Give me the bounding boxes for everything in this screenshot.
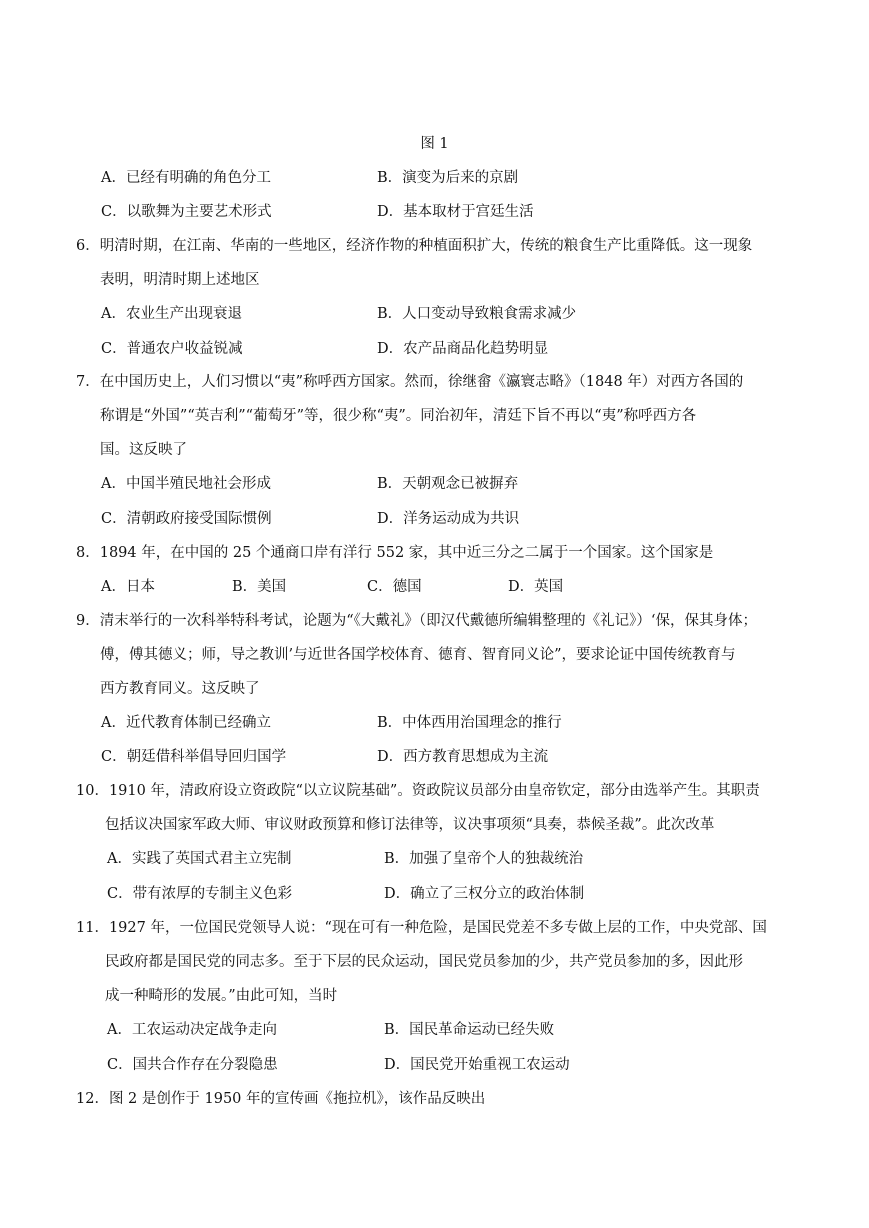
q6-stem-line: 6．明清时期，在江南、华南的一些地区，经济作物的种植面积扩大，传统的粮食生产比重降低。这一现象: [76, 238, 753, 254]
q7-stem-line: 称谓是“外国”“英吉利”“葡萄牙”等，很少称“夷”。同治初年，清廷下旨不再以“夷”称呼西方各: [100, 408, 697, 424]
q10-option-d: D．确立了三权分立的政治体制: [384, 886, 585, 902]
q11-stem-line: 成一种畸形的发展。”由此可知，当时: [105, 988, 338, 1004]
q11-option-a: A．工农运动决定战争走向: [107, 1022, 277, 1038]
q7-option-c: C．清朝政府接受国际惯例: [101, 511, 272, 527]
q9-option-c: C．朝廷借科举倡导回归国学: [101, 749, 287, 765]
q9-option-a: A．近代教育体制已经确立: [101, 715, 271, 731]
q7-option-b: B．天朝观念已被摒弃: [377, 476, 519, 492]
q11-stem-line: 11．1927 年，一位国民党领导人说：“现在可有一种危险，是国民党差不多专做上层的工作，中央党部、国: [76, 920, 767, 936]
q8-stem-line: 8．1894 年，在中国的 25 个通商口岸有洋行 552 家，其中近三分之二属于一个国家。这个国家是: [76, 545, 714, 561]
q9-option-b: B．中体西用治国理念的推行: [377, 715, 562, 731]
q6-option-c: C．普通农户收益锐减: [101, 341, 243, 357]
q12-stem-line: 12．图 2 是创作于 1950 年的宣传画《拖拉机》，该作品反映出: [76, 1091, 486, 1107]
q7-stem-line: 7．在中国历史上，人们习惯以“夷”称呼西方国家。然而，徐继畲《瀛寰志略》（1848 年）对西方各国的: [76, 374, 744, 390]
q7-option-d: D．洋务运动成为共识: [377, 511, 520, 527]
q9-stem-line: 9．清末举行的一次科举特科考试，论题为“《大戴礼》（即汉代戴德所编辑整理的《礼记》）‘保，保其身体；: [76, 613, 757, 629]
q7-stem-line: 国。这反映了: [100, 442, 187, 458]
q11-option-c: C．国共合作存在分裂隐患: [107, 1057, 278, 1073]
q5-option-d: D．基本取材于宫廷生活: [377, 204, 534, 220]
q10-stem-line: 包括议决国家军政大师、审议财政预算和修订法律等，议决事项须“具奏，恭候圣裁”。此次改革: [105, 817, 715, 833]
q10-option-b: B．加强了皇帝个人的独裁统治: [384, 851, 584, 867]
q7-option-a: A．中国半殖民地社会形成: [101, 476, 271, 492]
q8-option-c: C．德国: [367, 579, 422, 595]
q5-option-a: A．已经有明确的角色分工: [101, 170, 271, 186]
q8-option-b: B．美国: [232, 579, 287, 595]
q11-option-b: B．国民革命运动已经失败: [384, 1022, 555, 1038]
figure-caption: 图 1: [420, 136, 449, 152]
q5-option-b: B．演变为后来的京剧: [377, 170, 519, 186]
q6-option-d: D．农产品商品化趋势明显: [377, 341, 549, 357]
q11-option-d: D．国民党开始重视工农运动: [384, 1057, 570, 1073]
q9-option-d: D．西方教育思想成为主流: [377, 749, 549, 765]
q8-option-d: D．英国: [508, 579, 564, 595]
q10-option-c: C．带有浓厚的专制主义色彩: [107, 886, 293, 902]
q11-stem-line: 民政府都是国民党的同志多。至于下层的民众运动，国民党员参加的少，共产党员参加的多，因此形: [105, 954, 743, 970]
q6-option-b: B．人口变动导致粮食需求减少: [377, 306, 577, 322]
q9-stem-line: 傅，傅其德义；师，导之教训’与近世各国学校体育、德育、智育同义论”，要求论证中国传统教育与: [100, 647, 736, 663]
q6-option-a: A．农业生产出现衰退: [101, 306, 242, 322]
q6-stem-line: 表明，明清时期上述地区: [100, 272, 260, 288]
q8-option-a: A．日本: [101, 579, 155, 595]
q5-option-c: C．以歌舞为主要艺术形式: [101, 204, 272, 220]
q10-option-a: A．实践了英国式君主立宪制: [107, 851, 292, 867]
q9-stem-line: 西方教育同义。这反映了: [100, 681, 260, 697]
q10-stem-line: 10．1910 年，清政府设立资政院“以立议院基础”。资政院议员部分由皇帝钦定，部分由选举产生。其职责: [76, 783, 760, 799]
